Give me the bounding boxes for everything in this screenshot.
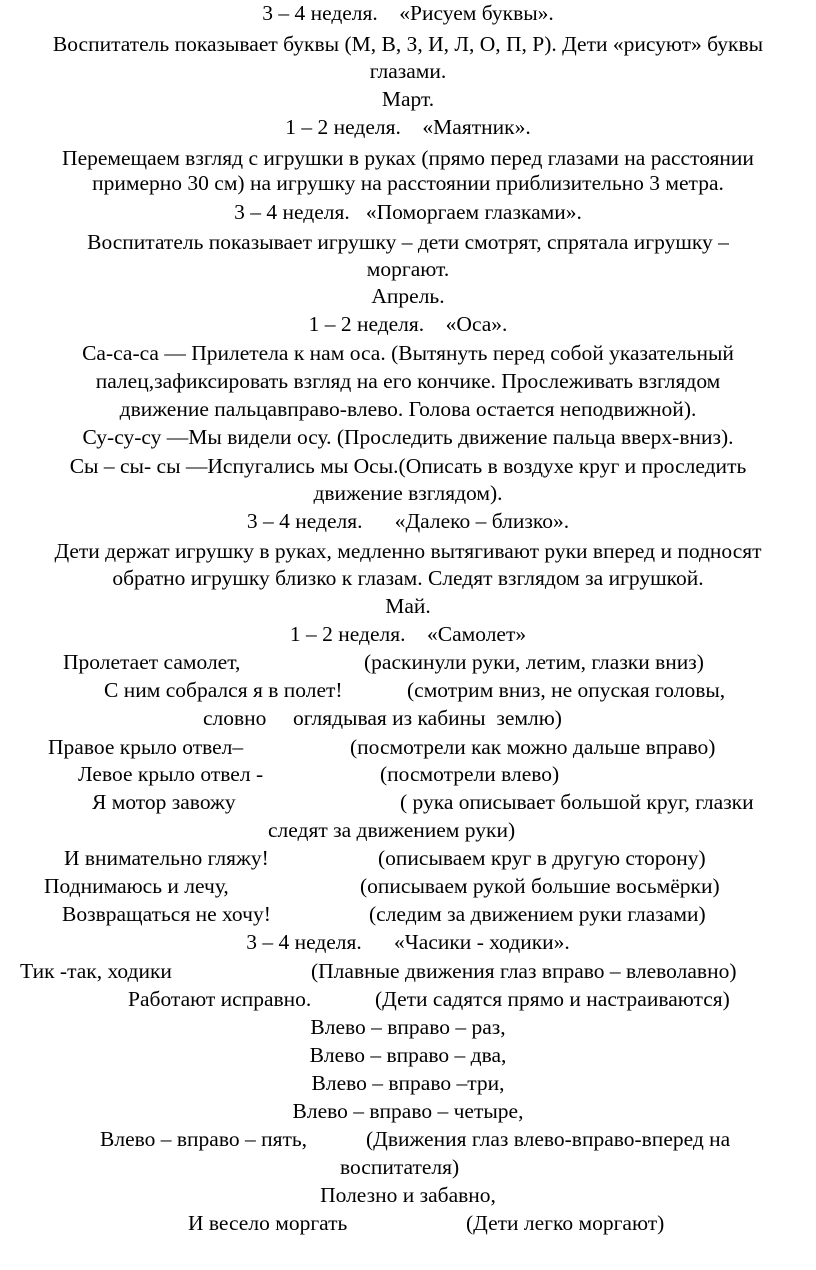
poem-verse: Влево – вправо – четыре, bbox=[292, 1099, 524, 1123]
heading-week-blink: 3 – 4 неделя. «Поморгаем глазками». bbox=[234, 200, 582, 224]
heading-week-clock: 3 – 4 неделя. «Часики - ходики». bbox=[246, 930, 570, 954]
paragraph-line: обратно игрушку близко к глазам. Следят взглядом за игрушкой. bbox=[112, 566, 704, 590]
poem-verse: Влево – вправо – пять, bbox=[100, 1127, 308, 1151]
poem-verse: Я мотор завожу bbox=[92, 790, 236, 814]
paragraph-line: глазами. bbox=[369, 59, 447, 83]
paragraph-line: примерно 30 см) на игрушку на расстоянии приблизительно 3 метра. bbox=[92, 171, 724, 195]
poem-verse: Тик -так, ходики bbox=[20, 959, 172, 983]
poem-action: воспитателя) bbox=[340, 1155, 460, 1179]
poem-action: (Движения глаз влево-вправо-вперед на bbox=[366, 1127, 731, 1151]
poem-action: оглядывая из кабины землю) bbox=[293, 706, 562, 730]
poem-action: (Дети легко моргают) bbox=[466, 1211, 665, 1235]
poem-verse: Влево – вправо – раз, bbox=[310, 1015, 506, 1039]
poem-verse: Полезно и забавно, bbox=[320, 1183, 496, 1207]
paragraph-line: Воспитатель показывает буквы (М, В, З, И, Л, О, П, Р). Дети «рисуют» буквы bbox=[52, 32, 764, 56]
heading-week-letters: 3 – 4 неделя. «Рисуем буквы». bbox=[262, 1, 554, 25]
poem-verse: Поднимаюсь и лечу, bbox=[44, 874, 229, 898]
poem-verse: Пролетает самолет, bbox=[63, 650, 241, 674]
poem-verse: Возвращаться не хочу! bbox=[62, 902, 271, 926]
paragraph-line: палец,зафиксировать взгляд на его кончике. Прослеживать взглядом bbox=[95, 369, 721, 393]
poem-action: (Дети садятся прямо и настраиваются) bbox=[375, 987, 730, 1011]
paragraph-line: Су-су-су —Мы видели осу. (Проследить движение пальца вверх-вниз). bbox=[82, 425, 734, 449]
paragraph-line: движение взглядом). bbox=[313, 481, 503, 505]
heading-week-pendulum: 1 – 2 неделя. «Маятник». bbox=[285, 115, 531, 139]
poem-action: (смотрим вниз, не опуская головы, bbox=[407, 678, 726, 702]
poem-action: (описываем рукой большие восьмёрки) bbox=[360, 874, 720, 898]
paragraph-line: моргают. bbox=[366, 257, 450, 281]
poem-verse: Левое крыло отвел - bbox=[78, 762, 264, 786]
month-heading-may: Май. bbox=[385, 594, 431, 618]
heading-week-wasp: 1 – 2 неделя. «Оса». bbox=[308, 312, 508, 336]
poem-verse: Правое крыло отвел– bbox=[48, 735, 244, 759]
poem-action: (посмотрели влево) bbox=[380, 762, 560, 786]
heading-week-far-near: 3 – 4 неделя. «Далеко – близко». bbox=[246, 509, 570, 533]
poem-verse: С ним собрался я в полет! bbox=[104, 678, 343, 702]
poem-verse: Работают исправно. bbox=[128, 987, 312, 1011]
paragraph-line: движение пальцавправо-влево. Голова остается неподвижной). bbox=[119, 397, 697, 421]
month-heading-march: Март. bbox=[381, 87, 435, 111]
poem-verse: И весело моргать bbox=[188, 1211, 348, 1235]
poem-action: следят за движением руки) bbox=[268, 818, 516, 842]
poem-action: (раскинули руки, летим, глазки вниз) bbox=[364, 650, 704, 674]
paragraph-line: Сы – сы- сы —Испугались мы Осы.(Описать в воздухе круг и проследить bbox=[69, 454, 747, 478]
poem-action: (следим за движением руки глазами) bbox=[369, 902, 706, 926]
paragraph-line: Дети держат игрушку в руках, медленно вытягивают руки вперед и подносят bbox=[54, 539, 762, 563]
poem-action: (Плавные движения глаз вправо – влеволавно) bbox=[311, 959, 737, 983]
poem-verse: Влево – вправо –три, bbox=[311, 1071, 505, 1095]
poem-verse: И внимательно гляжу! bbox=[64, 846, 269, 870]
paragraph-line: Перемещаем взгляд с игрушки в руках (прямо перед глазами на расстоянии bbox=[62, 146, 754, 170]
poem-action: ( рука описывает большой круг, глазки bbox=[400, 790, 754, 814]
paragraph-line: Воспитатель показывает игрушку – дети смотрят, спрятала игрушку – bbox=[87, 230, 729, 254]
poem-verse: Влево – вправо – два, bbox=[309, 1043, 507, 1067]
heading-week-airplane: 1 – 2 неделя. «Самолет» bbox=[289, 622, 527, 646]
month-heading-april: Апрель. bbox=[371, 284, 445, 308]
paragraph-line: Са-са-са — Прилетела к нам оса. (Вытянуть перед собой указательный bbox=[82, 341, 734, 365]
poem-action: (посмотрели как можно дальше вправо) bbox=[350, 735, 716, 759]
poem-verse: словно bbox=[203, 706, 267, 730]
poem-action: (описываем круг в другую сторону) bbox=[378, 846, 706, 870]
